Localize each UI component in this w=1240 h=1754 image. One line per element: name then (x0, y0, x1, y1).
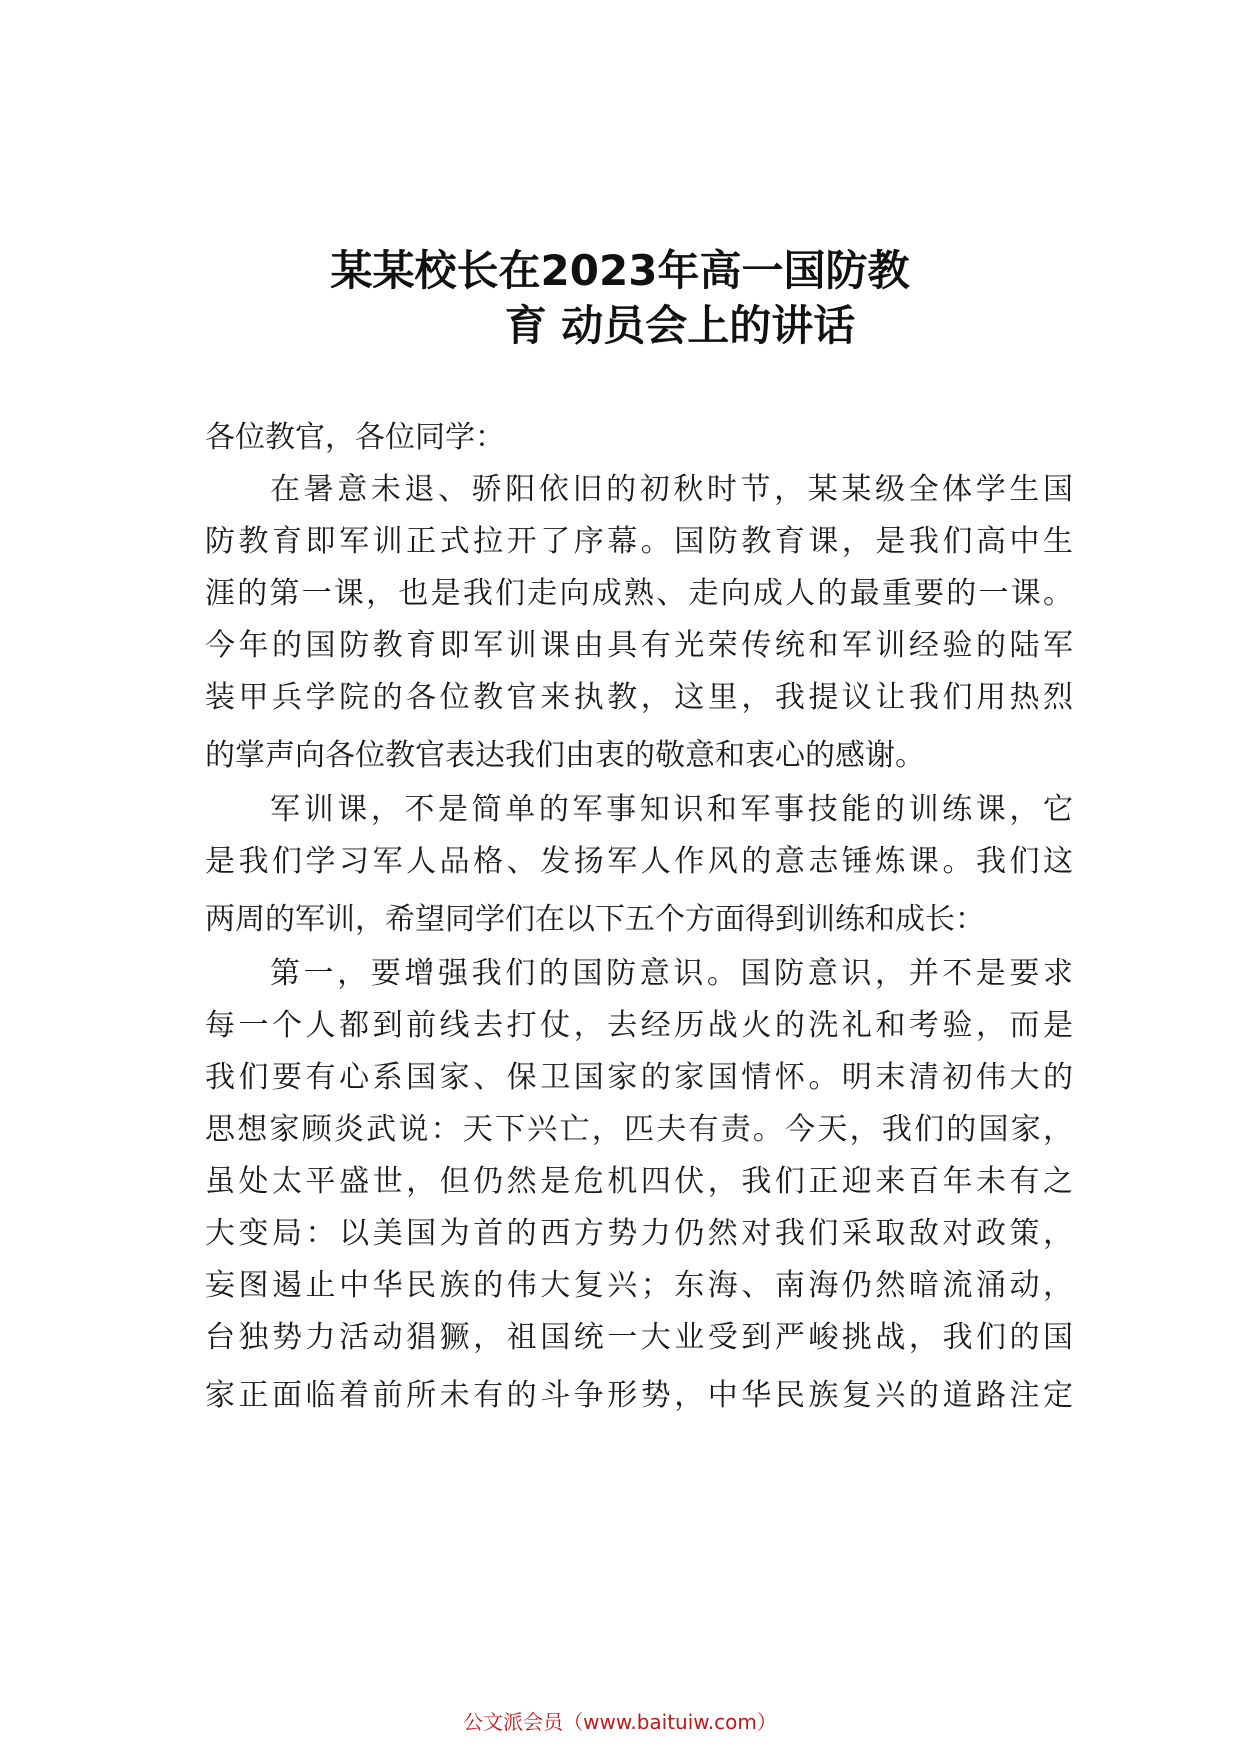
paragraph-line: 妄图遏止中华民族的伟大复兴；东海、南海仍然暗流涌动， (205, 1268, 1073, 1303)
paragraph-line: 在暑意未退、骄阳依旧的初秋时节，某某级全体学生国 (270, 472, 1073, 507)
paragraph-line: 大变局：以美国为首的西方势力仍然对我们采取敌对政策， (205, 1216, 1073, 1251)
paragraph-line: 台独势力活动猖獗，祖国统一大业受到严峻挑战，我们的国 (205, 1320, 1073, 1355)
paragraph-line: 两周的军训，希望同学们在以下五个方面得到训练和成长： (205, 902, 985, 937)
paragraph-line: 每一个人都到前线去打仗，去经历战火的洗礼和考验，而是 (205, 1008, 1073, 1043)
document-title-line-1: 某某校长在2023年高一国防教 (330, 246, 910, 295)
paragraph-line: 第一，要增强我们的国防意识。国防意识，并不是要求 (270, 956, 1073, 991)
paragraph-line: 军训课，不是简单的军事知识和军事技能的训练课，它 (270, 792, 1073, 827)
footer-watermark: 公文派会员（www.baituiw.com） (463, 1710, 777, 1734)
paragraph-line: 防教育即军训正式拉开了序幕。国防教育课，是我们高中生 (205, 524, 1073, 559)
paragraph-line: 涯的第一课，也是我们走向成熟、走向成人的最重要的一课。 (205, 576, 1073, 611)
paragraph-line: 我们要有心系国家、保卫国家的家国情怀。明末清初伟大的 (205, 1060, 1073, 1095)
salutation: 各位教官，各位同学： (205, 420, 505, 455)
paragraph-line: 思想家顾炎武说：天下兴亡，匹夫有责。今天，我们的国家， (205, 1112, 1073, 1147)
paragraph-line: 家正面临着前所未有的斗争形势，中华民族复兴的道路注定 (205, 1378, 1073, 1413)
paragraph-line: 装甲兵学院的各位教官来执教，这里，我提议让我们用热烈 (205, 680, 1073, 715)
document-title-line-2: 育 动员会上的讲话 (504, 301, 856, 350)
paragraph-line: 今年的国防教育即军训课由具有光荣传统和军训经验的陆军 (205, 628, 1073, 663)
paragraph-line: 是我们学习军人品格、发扬军人作风的意志锤炼课。我们这 (205, 844, 1073, 879)
paragraph-line: 虽处太平盛世，但仍然是危机四伏，我们正迎来百年未有之 (205, 1164, 1073, 1199)
paragraph-line: 的掌声向各位教官表达我们由衷的敬意和衷心的感谢。 (205, 738, 925, 773)
